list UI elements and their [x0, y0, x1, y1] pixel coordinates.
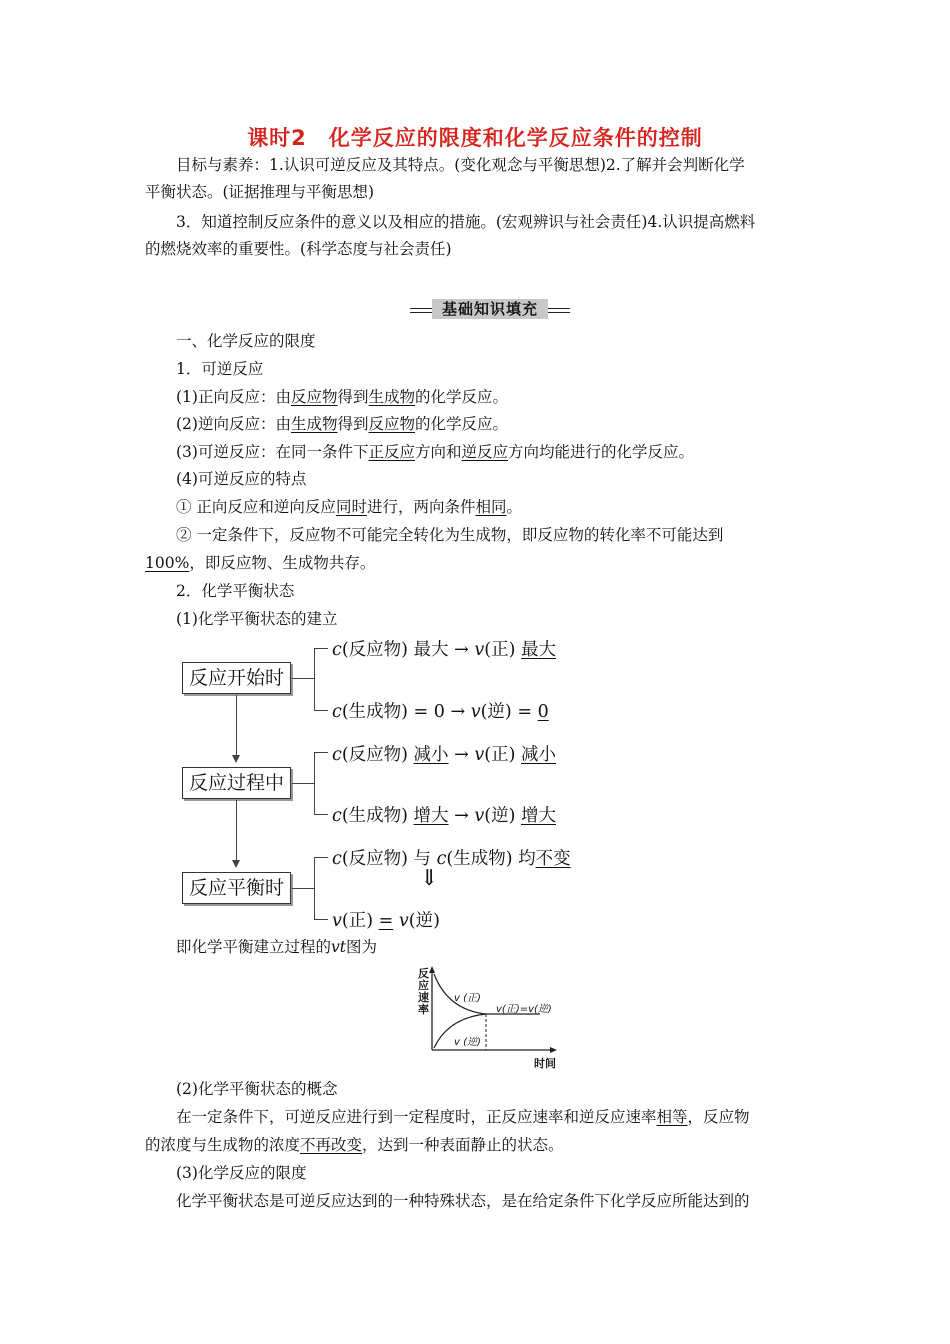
- banner-label: 基础知识填充: [432, 299, 548, 319]
- paragraph-concept-body: 在一定条件下，可逆反应进行到一定程度时，正反应速率和逆反应速率相等，反应物: [176, 1108, 750, 1126]
- flow-row-3: c(反应物) 减小 → v(正) 减小: [332, 745, 556, 765]
- box-equilibrium: 反应平衡时: [182, 872, 291, 904]
- paragraph-establishment: (1)化学平衡状态的建立: [176, 610, 338, 628]
- goals-line-3: 3．知道控制反应条件的意义以及相应的措施。(宏观辨识与社会责任)4.认识提高燃料: [176, 213, 756, 231]
- flow-row-1: c(反应物) 最大 → v(正) 最大: [332, 640, 556, 660]
- paragraph-limit-body: 化学平衡状态是可逆反应达到的一种特殊状态，是在给定条件下化学反应所能达到的: [176, 1192, 750, 1210]
- flow-row-4: c(生成物) 增大 → v(逆) 增大: [332, 806, 556, 826]
- paragraph-limit: (3)化学反应的限度: [176, 1164, 307, 1182]
- flow-down-arrow: ⇓: [420, 866, 439, 891]
- vt-label-reverse: v (逆): [454, 1037, 481, 1048]
- vt-graph-ylabel: 反 应 速 率: [418, 967, 429, 1016]
- goals-line-4: 的燃烧效率的重要性。(科学态度与社会责任): [145, 240, 452, 258]
- goals-line-2: 平衡状态。(证据推理与平衡思想): [145, 183, 375, 201]
- flow-row-2: c(生成物) = 0 → v(逆) = 0: [332, 702, 549, 722]
- paragraph-concept: (2)化学平衡状态的概念: [176, 1080, 338, 1098]
- lesson-title: 课时2 化学反应的限度和化学反应条件的控制: [247, 126, 703, 150]
- paragraph-feature-2: ② 一定条件下，反应物不可能完全转化为生成物，即反应物的转化率不可能达到: [176, 526, 724, 544]
- paragraph-features: (4)可逆反应的特点: [176, 470, 307, 488]
- paragraph-vt-graph: 即化学平衡建立过程的vt图为: [176, 938, 378, 956]
- subheading-reversible: 1．可逆反应: [176, 360, 264, 378]
- paragraph-concept-body-cont: 的浓度与生成物的浓度不再改变，达到一种表面静止的状态。: [145, 1136, 564, 1154]
- flow-row-5: c(反应物) 与 c(生成物) 均不变: [332, 849, 571, 869]
- goals-line-1: 目标与素养：1.认识可逆反应及其特点。(变化观念与平衡思想)2.了解并会判断化学: [176, 156, 745, 174]
- paragraph-feature-1: ① 正向反应和逆向反应同时进行，两向条件相同。: [176, 498, 522, 516]
- box-process: 反应过程中: [182, 767, 291, 799]
- vt-label-forward: v (正): [454, 993, 481, 1004]
- paragraph-reversible-reaction: (3)可逆反应：在同一条件下正反应方向和逆反应方向均能进行的化学反应。: [176, 443, 695, 461]
- vt-graph-xlabel: 时间: [534, 1057, 556, 1070]
- box-start: 反应开始时: [182, 662, 291, 694]
- subheading-equilibrium: 2．化学平衡状态: [176, 582, 295, 600]
- paragraph-forward-reaction: (1)正向反应：由反应物得到生成物的化学反应。: [176, 388, 509, 406]
- paragraph-feature-2-cont: 100%，即反应物、生成物共存。: [145, 554, 376, 572]
- flow-row-6: v(正) = v(逆): [332, 911, 440, 931]
- paragraph-reverse-reaction: (2)逆向反应：由生成物得到反应物的化学反应。: [176, 415, 509, 433]
- section-heading: 一、化学反应的限度: [176, 332, 316, 350]
- section-banner: [410, 298, 570, 320]
- vt-label-equal: v(正)=v(逆): [496, 1004, 552, 1015]
